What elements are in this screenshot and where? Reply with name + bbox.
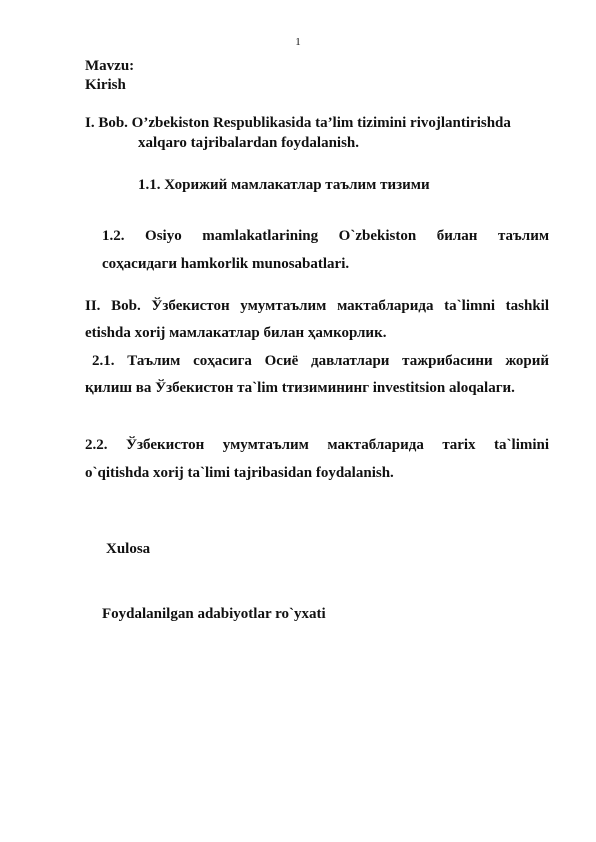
- section-1-2-title-line2: соҳасидаги hamkorlik munosabatlari.: [102, 256, 350, 272]
- chapter2-title-line1: II. Bob. Ўзбекистон умумтаълим мактабларида ta`limni tashkil: [85, 298, 550, 314]
- section-2-1-title-line1: 2.1. Таълим соҳасига Осиё давлатлари тажрибасини жорий: [92, 353, 550, 369]
- kirish-heading: Kirish: [85, 77, 126, 93]
- mavzu-heading: Mavzu:: [85, 58, 135, 74]
- section-2-2-title-line1: 2.2. Ўзбекистон умумтаълим мактабларида тarix ta`limini: [85, 437, 550, 453]
- section-2-2-title-line2: o`qitishda xorij ta`limi tajribasidan foydalanish.: [85, 465, 394, 481]
- bibliography-heading: Foydalanilgan adabiyotlar ro`yxati: [102, 606, 326, 622]
- xulosa-heading: Xulosa: [106, 541, 151, 557]
- section-2-1-title-line2: қилиш ва Ўзбекистон та`lim tтизимининг investitsion aloqalaги.: [85, 380, 515, 396]
- page-number: 1: [295, 36, 301, 48]
- section-1-2-title-line1: 1.2. Osiyo mamlakatlarining O`zbekiston билан таълим: [102, 228, 550, 244]
- chapter1-title-line2: xalqaro tajribalardan foydalanish.: [138, 135, 360, 151]
- chapter2-title-line2: etishda xorij мамлакатлар билан ҳамкорлик.: [85, 325, 387, 341]
- section-1-1-title: 1.1. Хорижий мамлакатлар таълим тизими: [138, 177, 430, 193]
- chapter1-title-line1: I. Bob. O’zbekiston Respublikasida ta’lim tizimini rivojlantirishda: [85, 115, 511, 131]
